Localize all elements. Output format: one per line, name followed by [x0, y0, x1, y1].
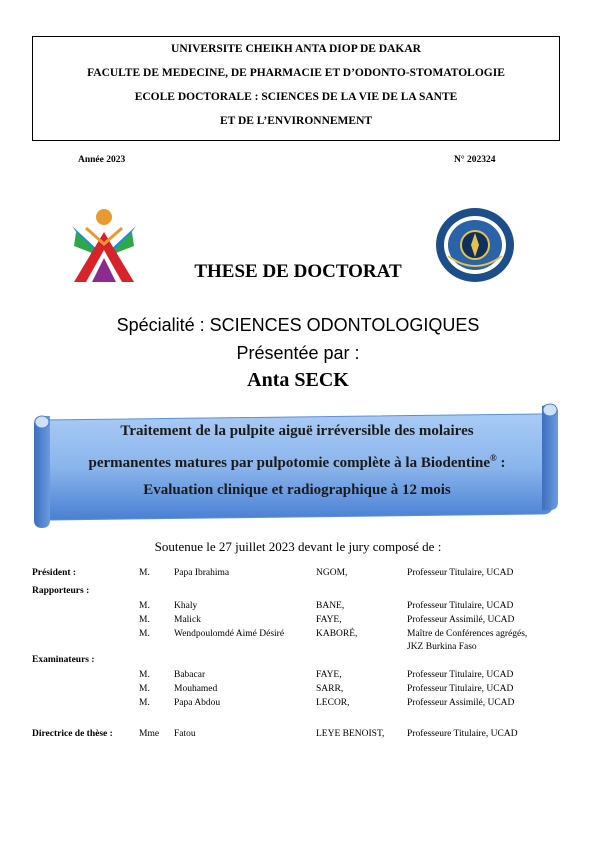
president-label: Président :: [32, 568, 77, 578]
examinateurs-label: Examinateurs :: [32, 655, 95, 665]
presented-by: Présentée par :: [236, 343, 360, 363]
directrice-label: Directrice de thèse :: [32, 729, 113, 739]
specialty: Spécialité : SCIENCES ODONTOLOGIQUES: [116, 315, 480, 335]
jury-list: Président : Rapporteurs : Examinateurs : Directrice de thèse : M. Papa Ibrahima NGOM, Professeur Titulaire, UCAD M. Khaly BANE, Professeur Titulaire, UCAD M. Malick FAYE, Professeur Assimilé, UCAD M. Wendpoulomdé Aimé Désiré KABORÉ, Maître de Conférences agrégés, JKZ Burkina Faso M. Babacar FAYE, Professeur Titulaire, UCAD M. Mouhamed SARR, Professeur Titulaire, UCAD M. Papa Abdou LECOR, Professeur Assimilé, UCAD Mme Fatou LEYE BENOIST, Professeure Titulaire, UCAD: [32, 568, 528, 739]
header-box: [32, 36, 560, 141]
defense-line: Soutenue le 27 juillet 2023 devant le jury composé de :: [154, 539, 442, 554]
thesis-title-line2: permanentes matures par pulpotomie complète à la Biodentine® :: [88, 453, 506, 471]
thesis-title-banner: [32, 402, 562, 530]
author-name: Anta SECK: [247, 369, 349, 391]
page-title: THESE DE DOCTORAT: [194, 261, 402, 282]
university-name: UNIVERSITE CHEIKH ANTA DIOP DE DAKAR: [171, 43, 421, 55]
thesis-number: N° 202324: [454, 155, 496, 165]
thesis-title-line1: Traitement de la pulpite aiguë irréversible des molaires: [120, 423, 474, 439]
rapporteurs-label: Rapporteurs :: [32, 586, 90, 596]
year-label: Année 2023: [78, 155, 126, 165]
doctoral-school: ECOLE DOCTORALE : SCIENCES DE LA VIE DE LA SANTE: [134, 91, 458, 103]
thesis-title-line3: Evaluation clinique et radiographique à 12 mois: [143, 482, 451, 498]
doctoral-school-cont: ET DE L’ENVIRONNEMENT: [219, 115, 373, 127]
faculty-name: FACULTE DE MEDECINE, DE PHARMACIE ET D’ODONTO-STOMATOLOGIE: [87, 67, 505, 79]
